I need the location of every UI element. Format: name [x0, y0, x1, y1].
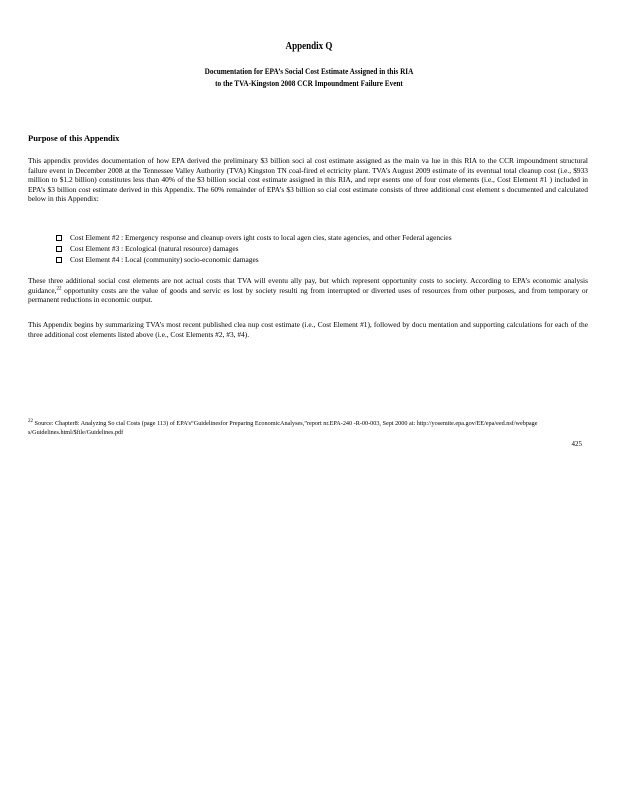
- paragraph-text: These three additional social cost elements are not actual costs that TVA will eventu ally pay, but which represent opportunity costs to society. According to EPA’s economic analysis guidance,: [28, 276, 588, 295]
- subtitle-line-1: Documentation for EPA’s Social Cost Estimate Assigned in this RIA: [204, 66, 414, 76]
- footnote-number: 22: [28, 418, 33, 424]
- list-item: [56, 232, 556, 243]
- paragraph-text: opportunity costs are the value of goods and servic es lost by society resulti ng from interrupted or diverted uses of resources from other purposes, and from temporary or permanent reductions in economic output.: [28, 285, 588, 305]
- checkbox-bullet-icon: [56, 246, 62, 252]
- list-item-text: Cost Element #4 : Local (community) socio-economic damages: [70, 255, 259, 264]
- list-item-text: Cost Element #2 : Emergency response and cleanup overs ight costs to local agen cies, state agencies, and other Federal agencies: [70, 233, 452, 242]
- list-item-text: Cost Element #3 : Ecological (natural resource) damages: [70, 244, 239, 253]
- footnote: [28, 420, 568, 437]
- checkbox-bullet-icon: [56, 235, 62, 241]
- section-heading: Purpose of this Appendix: [28, 133, 120, 143]
- cost-element-list: [56, 232, 556, 265]
- appendix-title: Appendix Q: [285, 40, 333, 52]
- subtitle-line-2: to the TVA-Kingston 2008 CCR Impoundment Failure Event: [215, 78, 403, 88]
- list-item: [56, 243, 556, 254]
- paragraph-intro: This appendix provides documentation of how EPA derived the preliminary $3 billion soci al cost estimate assigned as the main va lue in this RIA to the CCR impoundment structural failure event in December 2008 at the Tennessee Valley Authority (TVA) Kingston TN coal-fired el ectricity plant. TVA’s August 2009 estimate of its eventual total cleanup cost (i.e., $933 million to $1.2 billion) constitutes less than 40% of the $3 billion social cost estimate assigned in this RIA, and repr esents one of four cost elements (i.e., Cost Element #1 ) included in EPA’s $3 billion cost estimate derived in this Appendix. The 60% remainder of EPA’s $3 billion so cial cost estimate consists of three additional cost element s documented and calculated below in this Appendix:: [28, 156, 588, 204]
- footnote-text: Source: Chapter8: Analyzing So cial Costs (page 113) of EPA’s“Guidelinesfor Preparing EconomicAnalyses,”report nr.EPA-240 -R-00-003, Sept 2000 at: http://yosemite.epa.gov/EE/epa/eed.nsf/webpage s/Guidelines.html/$file/Guidelines.pdf: [28, 420, 538, 436]
- list-item: [56, 254, 556, 265]
- footnote-reference: 22: [56, 286, 62, 292]
- paragraph-opportunity-costs: [28, 276, 588, 305]
- paragraph-appendix-overview: This Appendix begins by summarizing TVA’s most recent published clea nup cost estimate (i.e., Cost Element #1), followed by docu mentation and supporting calculations for each of the three additional cost elements listed above (i.e., Cost Elements #2, #3, #4).: [28, 320, 588, 339]
- page-number: 425: [571, 440, 582, 448]
- checkbox-bullet-icon: [56, 257, 62, 263]
